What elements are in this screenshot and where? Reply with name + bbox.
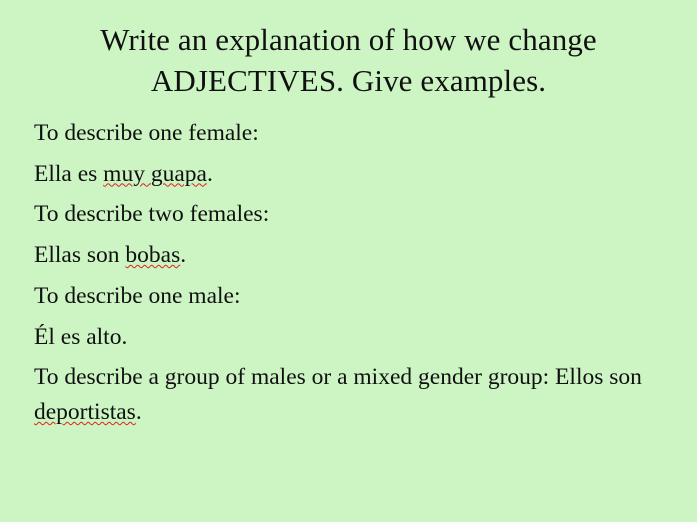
misspelled-text: muy guapa: [103, 160, 207, 187]
body-line: [34, 360, 677, 430]
body-text: Ella es: [34, 160, 104, 187]
body-text: Él es alto.: [34, 323, 128, 350]
body-text: .: [135, 399, 142, 426]
body-text: To describe one female:: [34, 119, 259, 146]
body-line: [34, 197, 677, 232]
body-text: To describe a group of males or a mixed gender group: Ellos son: [34, 364, 648, 391]
misspelled-text: deportistas: [34, 399, 136, 426]
body-text: .: [180, 242, 187, 269]
body-line: [34, 279, 677, 314]
body-text: Ellas son: [34, 242, 126, 269]
body-line: [34, 320, 677, 355]
page-title: Write an explanation of how we change ADJECTIVES. Give examples.: [100, 22, 597, 98]
slide-body-text: [0, 116, 697, 430]
body-text: .: [206, 160, 213, 187]
body-text: To describe one male:: [34, 282, 241, 309]
body-line: [34, 116, 677, 151]
body-text: To describe two females:: [34, 201, 270, 228]
body-line: [34, 238, 677, 273]
misspelled-text: bobas: [125, 242, 181, 269]
body-line: [34, 157, 677, 192]
